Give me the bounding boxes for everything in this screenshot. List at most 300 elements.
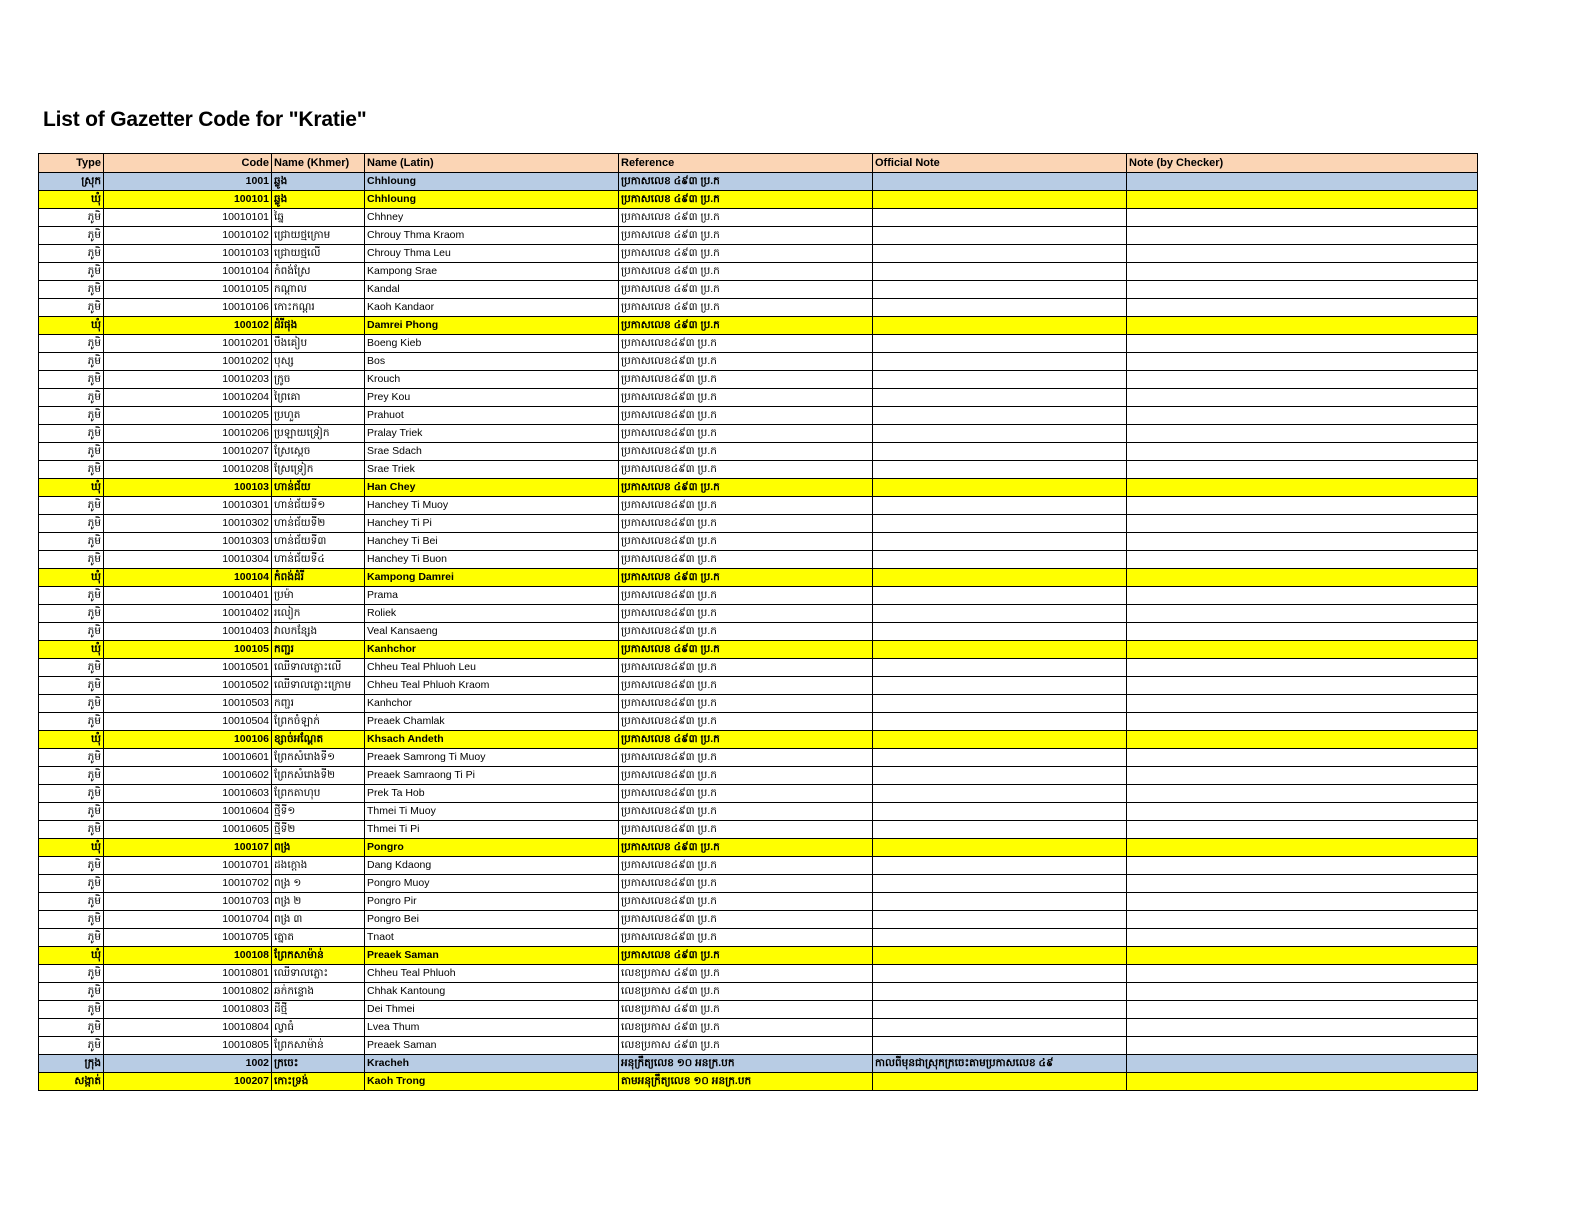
cell-official-note[interactable] xyxy=(873,857,1127,875)
cell-type[interactable]: ភូមិ xyxy=(39,533,104,551)
cell-name-khmer[interactable]: ដងក្ដោង xyxy=(272,857,365,875)
cell-code[interactable]: 10010106 xyxy=(104,299,272,317)
cell-note-checker[interactable] xyxy=(1127,299,1478,317)
cell-type[interactable]: ភូមិ xyxy=(39,299,104,317)
cell-reference[interactable]: លេខប្រកាស ៤៩៣ ប្រ.ក xyxy=(619,983,873,1001)
cell-type[interactable]: ភូមិ xyxy=(39,425,104,443)
cell-reference[interactable]: ប្រកាសលេខ៤៩៣ ប្រ.ក xyxy=(619,587,873,605)
cell-name-latin[interactable]: Khsach Andeth xyxy=(365,731,619,749)
cell-type[interactable]: ឃុំ xyxy=(39,569,104,587)
cell-note-checker[interactable] xyxy=(1127,191,1478,209)
cell-type[interactable]: ភូមិ xyxy=(39,623,104,641)
cell-type[interactable]: ភូមិ xyxy=(39,371,104,389)
cell-note-checker[interactable] xyxy=(1127,407,1478,425)
cell-name-latin[interactable]: Preaek Chamlak xyxy=(365,713,619,731)
cell-name-khmer[interactable]: កំពង់ស្រែ xyxy=(272,263,365,281)
cell-reference[interactable]: ប្រកាសលេខ៤៩៣ ប្រ.ក xyxy=(619,875,873,893)
cell-name-khmer[interactable]: ក្រចេះ xyxy=(272,1055,365,1073)
cell-official-note[interactable] xyxy=(873,587,1127,605)
cell-official-note[interactable] xyxy=(873,353,1127,371)
cell-name-latin[interactable]: Dei Thmei xyxy=(365,1001,619,1019)
cell-note-checker[interactable] xyxy=(1127,605,1478,623)
cell-type[interactable]: ភូមិ xyxy=(39,893,104,911)
cell-name-khmer[interactable]: ឈើទាលភ្លោះ xyxy=(272,965,365,983)
cell-note-checker[interactable] xyxy=(1127,317,1478,335)
cell-code[interactable]: 10010701 xyxy=(104,857,272,875)
cell-name-khmer[interactable]: ដំរីផុង xyxy=(272,317,365,335)
cell-reference[interactable]: ប្រកាសលេខ ៤៩៣ ប្រ.ក xyxy=(619,947,873,965)
cell-reference[interactable]: ប្រកាសលេខ ៤៩៣ ប្រ.ក xyxy=(619,317,873,335)
cell-name-latin[interactable]: Damrei Phong xyxy=(365,317,619,335)
cell-type[interactable]: ឃុំ xyxy=(39,947,104,965)
cell-official-note[interactable] xyxy=(873,911,1127,929)
cell-note-checker[interactable] xyxy=(1127,929,1478,947)
cell-code[interactable]: 10010205 xyxy=(104,407,272,425)
cell-reference[interactable]: លេខប្រកាស ៤៩៣ ប្រ.ក xyxy=(619,1037,873,1055)
cell-name-khmer[interactable]: ពង្រ xyxy=(272,839,365,857)
cell-reference[interactable]: ប្រកាសលេខ៤៩៣ ប្រ.ក xyxy=(619,749,873,767)
cell-name-khmer[interactable]: កញ្ជរ xyxy=(272,641,365,659)
cell-code[interactable]: 10010501 xyxy=(104,659,272,677)
cell-name-latin[interactable]: Pralay Triek xyxy=(365,425,619,443)
cell-reference[interactable]: ប្រកាសលេខ ៤៩៣ ប្រ.ក xyxy=(619,281,873,299)
cell-name-latin[interactable]: Preaek Saman xyxy=(365,947,619,965)
cell-official-note[interactable] xyxy=(873,227,1127,245)
cell-type[interactable]: ភូមិ xyxy=(39,407,104,425)
cell-name-khmer[interactable]: វាលកន្សែង xyxy=(272,623,365,641)
cell-type[interactable]: ឃុំ xyxy=(39,479,104,497)
cell-name-latin[interactable]: Thmei Ti Muoy xyxy=(365,803,619,821)
cell-official-note[interactable] xyxy=(873,605,1127,623)
cell-reference[interactable]: ប្រកាសលេខ ៤៩៣ ប្រ.ក xyxy=(619,173,873,191)
cell-reference[interactable]: ប្រកាសលេខ ៤៩៣ ប្រ.ក xyxy=(619,731,873,749)
cell-note-checker[interactable] xyxy=(1127,821,1478,839)
cell-code[interactable]: 10010805 xyxy=(104,1037,272,1055)
cell-note-checker[interactable] xyxy=(1127,353,1478,371)
cell-code[interactable]: 10010303 xyxy=(104,533,272,551)
cell-name-latin[interactable]: Preaek Samraong Ti Pi xyxy=(365,767,619,785)
cell-name-khmer[interactable]: ហាន់ជ័យ xyxy=(272,479,365,497)
col-header-name-latin[interactable]: Name (Latin) xyxy=(365,154,619,173)
cell-name-khmer[interactable]: ឆ្លូង xyxy=(272,173,365,191)
cell-official-note[interactable] xyxy=(873,569,1127,587)
cell-reference[interactable]: ប្រកាសលេខ៤៩៣ ប្រ.ក xyxy=(619,533,873,551)
cell-note-checker[interactable] xyxy=(1127,983,1478,1001)
cell-type[interactable]: ភូមិ xyxy=(39,497,104,515)
cell-official-note[interactable] xyxy=(873,821,1127,839)
cell-name-latin[interactable]: Pongro Muoy xyxy=(365,875,619,893)
cell-official-note[interactable] xyxy=(873,389,1127,407)
cell-official-note[interactable] xyxy=(873,443,1127,461)
cell-reference[interactable]: ប្រកាសលេខ៤៩៣ ប្រ.ក xyxy=(619,461,873,479)
cell-official-note[interactable] xyxy=(873,281,1127,299)
cell-reference[interactable]: ប្រកាសលេខ៤៩៣ ប្រ.ក xyxy=(619,911,873,929)
cell-code[interactable]: 100104 xyxy=(104,569,272,587)
cell-type[interactable]: ភូមិ xyxy=(39,677,104,695)
cell-name-latin[interactable]: Chrouy Thma Leu xyxy=(365,245,619,263)
cell-official-note[interactable] xyxy=(873,317,1127,335)
cell-code[interactable]: 10010302 xyxy=(104,515,272,533)
cell-name-khmer[interactable]: ហាន់ជ័យទី១ xyxy=(272,497,365,515)
cell-type[interactable]: ភូមិ xyxy=(39,983,104,1001)
cell-note-checker[interactable] xyxy=(1127,713,1478,731)
cell-official-note[interactable] xyxy=(873,299,1127,317)
cell-type[interactable]: ភូមិ xyxy=(39,911,104,929)
cell-name-latin[interactable]: Kanhchor xyxy=(365,695,619,713)
cell-reference[interactable]: ប្រកាសលេខ ៤៩៣ ប្រ.ក xyxy=(619,839,873,857)
cell-reference[interactable]: ប្រកាសលេខ៤៩៣ ប្រ.ក xyxy=(619,767,873,785)
cell-code[interactable]: 10010208 xyxy=(104,461,272,479)
cell-note-checker[interactable] xyxy=(1127,479,1478,497)
cell-type[interactable]: ភូមិ xyxy=(39,209,104,227)
cell-reference[interactable]: ប្រកាសលេខ៤៩៣ ប្រ.ក xyxy=(619,389,873,407)
cell-official-note[interactable] xyxy=(873,461,1127,479)
col-header-type[interactable]: Type xyxy=(39,154,104,173)
cell-name-khmer[interactable]: កំពង់ដំរី xyxy=(272,569,365,587)
cell-code[interactable]: 10010504 xyxy=(104,713,272,731)
cell-name-latin[interactable]: Srae Triek xyxy=(365,461,619,479)
cell-name-latin[interactable]: Pongro Bei xyxy=(365,911,619,929)
cell-type[interactable]: ឃុំ xyxy=(39,641,104,659)
cell-code[interactable]: 10010503 xyxy=(104,695,272,713)
cell-official-note[interactable] xyxy=(873,1019,1127,1037)
cell-name-latin[interactable]: Preaek Samrong Ti Muoy xyxy=(365,749,619,767)
cell-note-checker[interactable] xyxy=(1127,803,1478,821)
cell-name-latin[interactable]: Han Chey xyxy=(365,479,619,497)
cell-type[interactable]: ភូមិ xyxy=(39,389,104,407)
cell-name-latin[interactable]: Prama xyxy=(365,587,619,605)
cell-type[interactable]: ឃុំ xyxy=(39,191,104,209)
cell-code[interactable]: 100107 xyxy=(104,839,272,857)
cell-reference[interactable]: ប្រកាសលេខ៤៩៣ ប្រ.ក xyxy=(619,857,873,875)
cell-name-khmer[interactable]: ថ្មីទី១ xyxy=(272,803,365,821)
cell-name-khmer[interactable]: ឈើទាលភ្លោះលើ xyxy=(272,659,365,677)
cell-note-checker[interactable] xyxy=(1127,641,1478,659)
cell-type[interactable]: ភូមិ xyxy=(39,929,104,947)
cell-reference[interactable]: ប្រកាសលេខ ៤៩៣ ប្រ.ក xyxy=(619,191,873,209)
cell-reference[interactable]: ប្រកាសលេខ៤៩៣ ប្រ.ក xyxy=(619,497,873,515)
cell-official-note[interactable] xyxy=(873,749,1127,767)
cell-reference[interactable]: ប្រកាសលេខ៤៩៣ ប្រ.ក xyxy=(619,659,873,677)
cell-code[interactable]: 100108 xyxy=(104,947,272,965)
cell-name-latin[interactable]: Chhloung xyxy=(365,191,619,209)
cell-code[interactable]: 10010403 xyxy=(104,623,272,641)
cell-code[interactable]: 10010102 xyxy=(104,227,272,245)
cell-name-khmer[interactable]: ព្រែកសាម៉ាន់ xyxy=(272,1037,365,1055)
cell-name-khmer[interactable]: ក្រូច xyxy=(272,371,365,389)
cell-name-latin[interactable]: Chheu Teal Phluoh xyxy=(365,965,619,983)
cell-name-latin[interactable]: Kampong Srae xyxy=(365,263,619,281)
cell-official-note[interactable] xyxy=(873,191,1127,209)
cell-note-checker[interactable] xyxy=(1127,911,1478,929)
cell-type[interactable]: ក្រុង xyxy=(39,1055,104,1073)
cell-name-latin[interactable]: Chrouy Thma Kraom xyxy=(365,227,619,245)
cell-type[interactable]: ភូមិ xyxy=(39,875,104,893)
cell-note-checker[interactable] xyxy=(1127,767,1478,785)
cell-note-checker[interactable] xyxy=(1127,965,1478,983)
cell-name-latin[interactable]: Kampong Damrei xyxy=(365,569,619,587)
cell-name-khmer[interactable]: កញ្ជរ xyxy=(272,695,365,713)
cell-name-khmer[interactable]: ហាន់ជ័យទី៤ xyxy=(272,551,365,569)
cell-code[interactable]: 10010304 xyxy=(104,551,272,569)
cell-note-checker[interactable] xyxy=(1127,677,1478,695)
cell-type[interactable]: ភូមិ xyxy=(39,335,104,353)
cell-code[interactable]: 10010705 xyxy=(104,929,272,947)
cell-note-checker[interactable] xyxy=(1127,569,1478,587)
cell-name-khmer[interactable]: ព្រែកសាម៉ាន់ xyxy=(272,947,365,965)
cell-code[interactable]: 10010703 xyxy=(104,893,272,911)
cell-type[interactable]: ភូមិ xyxy=(39,1037,104,1055)
cell-official-note[interactable] xyxy=(873,929,1127,947)
cell-note-checker[interactable] xyxy=(1127,587,1478,605)
cell-name-khmer[interactable]: ខ្សាច់អណ្ដែត xyxy=(272,731,365,749)
cell-official-note[interactable] xyxy=(873,803,1127,821)
cell-name-khmer[interactable]: បឹងគៀប xyxy=(272,335,365,353)
cell-name-latin[interactable]: Hanchey Ti Bei xyxy=(365,533,619,551)
cell-note-checker[interactable] xyxy=(1127,1037,1478,1055)
cell-name-khmer[interactable]: ពង្រ ៣ xyxy=(272,911,365,929)
cell-name-latin[interactable]: Chheu Teal Phluoh Kraom xyxy=(365,677,619,695)
cell-code[interactable]: 10010207 xyxy=(104,443,272,461)
cell-note-checker[interactable] xyxy=(1127,371,1478,389)
cell-code[interactable]: 10010204 xyxy=(104,389,272,407)
cell-type[interactable]: ឃុំ xyxy=(39,731,104,749)
cell-name-latin[interactable]: Kaoh Trong xyxy=(365,1073,619,1091)
cell-type[interactable]: ភូមិ xyxy=(39,713,104,731)
cell-name-khmer[interactable]: ដីថ្មី xyxy=(272,1001,365,1019)
cell-code[interactable]: 10010203 xyxy=(104,371,272,389)
cell-name-latin[interactable]: Bos xyxy=(365,353,619,371)
cell-note-checker[interactable] xyxy=(1127,389,1478,407)
cell-name-khmer[interactable]: ឆ្លូង xyxy=(272,191,365,209)
cell-reference[interactable]: ប្រកាសលេខ៤៩៣ ប្រ.ក xyxy=(619,803,873,821)
cell-code[interactable]: 10010101 xyxy=(104,209,272,227)
cell-name-latin[interactable]: Veal Kansaeng xyxy=(365,623,619,641)
cell-name-khmer[interactable]: ព្រែកសំរោងទី១ xyxy=(272,749,365,767)
cell-code[interactable]: 10010605 xyxy=(104,821,272,839)
cell-note-checker[interactable] xyxy=(1127,551,1478,569)
cell-name-khmer[interactable]: ជ្រោយថ្មក្រោម xyxy=(272,227,365,245)
cell-reference[interactable]: ប្រកាសលេខ ៤៩៣ ប្រ.ក xyxy=(619,245,873,263)
cell-name-latin[interactable]: Boeng Kieb xyxy=(365,335,619,353)
cell-name-latin[interactable]: Kaoh Kandaor xyxy=(365,299,619,317)
cell-type[interactable]: ភូមិ xyxy=(39,785,104,803)
cell-official-note[interactable] xyxy=(873,983,1127,1001)
cell-type[interactable]: ភូមិ xyxy=(39,227,104,245)
cell-type[interactable]: ភូមិ xyxy=(39,857,104,875)
cell-code[interactable]: 10010105 xyxy=(104,281,272,299)
cell-name-latin[interactable]: Chhney xyxy=(365,209,619,227)
cell-note-checker[interactable] xyxy=(1127,245,1478,263)
cell-official-note[interactable] xyxy=(873,533,1127,551)
cell-official-note[interactable] xyxy=(873,479,1127,497)
cell-reference[interactable]: ប្រកាសលេខ ៤៩៣ ប្រ.ក xyxy=(619,641,873,659)
cell-type[interactable]: សង្កាត់ xyxy=(39,1073,104,1091)
cell-official-note[interactable] xyxy=(873,947,1127,965)
cell-note-checker[interactable] xyxy=(1127,335,1478,353)
cell-name-khmer[interactable]: ប្រហួត xyxy=(272,407,365,425)
cell-type[interactable]: ភូមិ xyxy=(39,461,104,479)
cell-name-latin[interactable]: Hanchey Ti Pi xyxy=(365,515,619,533)
cell-official-note[interactable] xyxy=(873,641,1127,659)
cell-name-khmer[interactable]: ត្នោត xyxy=(272,929,365,947)
cell-name-latin[interactable]: Dang Kdaong xyxy=(365,857,619,875)
cell-note-checker[interactable] xyxy=(1127,461,1478,479)
cell-official-note[interactable] xyxy=(873,965,1127,983)
cell-code[interactable]: 100207 xyxy=(104,1073,272,1091)
cell-name-latin[interactable]: Hanchey Ti Muoy xyxy=(365,497,619,515)
cell-note-checker[interactable] xyxy=(1127,893,1478,911)
cell-type[interactable]: ភូមិ xyxy=(39,443,104,461)
cell-name-latin[interactable]: Tnaot xyxy=(365,929,619,947)
cell-code[interactable]: 100106 xyxy=(104,731,272,749)
cell-code[interactable]: 100102 xyxy=(104,317,272,335)
cell-reference[interactable]: ប្រកាសលេខ៤៩៣ ប្រ.ក xyxy=(619,425,873,443)
cell-name-khmer[interactable]: ឆក់កន្ទោង xyxy=(272,983,365,1001)
cell-official-note[interactable] xyxy=(873,1073,1127,1091)
cell-official-note[interactable] xyxy=(873,551,1127,569)
cell-name-latin[interactable]: Kracheh xyxy=(365,1055,619,1073)
cell-code[interactable]: 1001 xyxy=(104,173,272,191)
cell-name-khmer[interactable]: ប្រឡាយទ្រៀក xyxy=(272,425,365,443)
cell-note-checker[interactable] xyxy=(1127,443,1478,461)
cell-type[interactable]: ភូមិ xyxy=(39,281,104,299)
cell-official-note[interactable] xyxy=(873,497,1127,515)
cell-reference[interactable]: ប្រកាសលេខ៤៩៣ ប្រ.ក xyxy=(619,335,873,353)
cell-official-note[interactable] xyxy=(873,713,1127,731)
cell-name-khmer[interactable]: ជ្រោយថ្មលើ xyxy=(272,245,365,263)
cell-note-checker[interactable] xyxy=(1127,875,1478,893)
cell-type[interactable]: ភូមិ xyxy=(39,1019,104,1037)
cell-code[interactable]: 10010704 xyxy=(104,911,272,929)
cell-note-checker[interactable] xyxy=(1127,227,1478,245)
cell-type[interactable]: ភូមិ xyxy=(39,965,104,983)
cell-name-latin[interactable]: Srae Sdach xyxy=(365,443,619,461)
cell-name-latin[interactable]: Krouch xyxy=(365,371,619,389)
cell-note-checker[interactable] xyxy=(1127,1073,1478,1091)
cell-name-khmer[interactable]: ថ្មីទី២ xyxy=(272,821,365,839)
cell-name-khmer[interactable]: ព្រែកសំរោងទី២ xyxy=(272,767,365,785)
col-header-name-khmer[interactable]: Name (Khmer) xyxy=(272,154,365,173)
cell-code[interactable]: 10010401 xyxy=(104,587,272,605)
cell-name-khmer[interactable]: កោះកណ្ដរ xyxy=(272,299,365,317)
cell-name-latin[interactable]: Chhak Kantoung xyxy=(365,983,619,1001)
cell-type[interactable]: ភូមិ xyxy=(39,605,104,623)
cell-name-khmer[interactable]: កណ្ដាល xyxy=(272,281,365,299)
cell-reference[interactable]: តាមអនុក្រឹត្យលេខ ១០ អនក្រ.បក xyxy=(619,1073,873,1091)
cell-type[interactable]: ភូមិ xyxy=(39,749,104,767)
cell-note-checker[interactable] xyxy=(1127,695,1478,713)
cell-official-note[interactable]: កាលពីមុនជាស្រុកក្រចេះតាមប្រកាសលេខ ៤៩ xyxy=(873,1055,1127,1073)
cell-reference[interactable]: ប្រកាសលេខ ៤៩៣ ប្រ.ក xyxy=(619,227,873,245)
cell-reference[interactable]: ប្រកាសលេខ៤៩៣ ប្រ.ក xyxy=(619,821,873,839)
col-header-code[interactable]: Code xyxy=(104,154,272,173)
cell-type[interactable]: ភូមិ xyxy=(39,245,104,263)
cell-code[interactable]: 10010206 xyxy=(104,425,272,443)
cell-note-checker[interactable] xyxy=(1127,839,1478,857)
cell-reference[interactable]: ប្រកាសលេខ៤៩៣ ប្រ.ក xyxy=(619,353,873,371)
cell-official-note[interactable] xyxy=(873,767,1127,785)
cell-type[interactable]: ភូមិ xyxy=(39,767,104,785)
cell-note-checker[interactable] xyxy=(1127,947,1478,965)
cell-type[interactable]: ភូមិ xyxy=(39,1001,104,1019)
cell-official-note[interactable] xyxy=(873,1001,1127,1019)
cell-name-latin[interactable]: Prey Kou xyxy=(365,389,619,407)
cell-type[interactable]: ស្រុក xyxy=(39,173,104,191)
cell-reference[interactable]: ប្រកាសលេខ ៤៩៣ ប្រ.ក xyxy=(619,299,873,317)
cell-reference[interactable]: ប្រកាសលេខ ៤៩៣ ប្រ.ក xyxy=(619,263,873,281)
cell-official-note[interactable] xyxy=(873,173,1127,191)
cell-note-checker[interactable] xyxy=(1127,497,1478,515)
cell-official-note[interactable] xyxy=(873,1037,1127,1055)
cell-reference[interactable]: ប្រកាសលេខ៤៩៣ ប្រ.ក xyxy=(619,551,873,569)
cell-official-note[interactable] xyxy=(873,407,1127,425)
cell-note-checker[interactable] xyxy=(1127,1019,1478,1037)
cell-official-note[interactable] xyxy=(873,875,1127,893)
cell-note-checker[interactable] xyxy=(1127,623,1478,641)
cell-reference[interactable]: លេខប្រកាស ៤៩៣ ប្រ.ក xyxy=(619,1019,873,1037)
cell-code[interactable]: 10010803 xyxy=(104,1001,272,1019)
cell-reference[interactable]: ប្រកាសលេខ៤៩៣ ប្រ.ក xyxy=(619,785,873,803)
cell-official-note[interactable] xyxy=(873,335,1127,353)
cell-code[interactable]: 100105 xyxy=(104,641,272,659)
cell-reference[interactable]: ប្រកាសលេខ៤៩៣ ប្រ.ក xyxy=(619,515,873,533)
cell-name-khmer[interactable]: ពង្រ ២ xyxy=(272,893,365,911)
cell-note-checker[interactable] xyxy=(1127,857,1478,875)
cell-name-khmer[interactable]: ឆ្នៃ xyxy=(272,209,365,227)
cell-name-latin[interactable]: Chhloung xyxy=(365,173,619,191)
cell-name-khmer[interactable]: ព្រែកចំឡាក់ xyxy=(272,713,365,731)
cell-official-note[interactable] xyxy=(873,839,1127,857)
cell-type[interactable]: ឃុំ xyxy=(39,839,104,857)
cell-type[interactable]: ភូមិ xyxy=(39,695,104,713)
cell-type[interactable]: ភូមិ xyxy=(39,353,104,371)
cell-type[interactable]: ភូមិ xyxy=(39,821,104,839)
cell-official-note[interactable] xyxy=(873,695,1127,713)
cell-reference[interactable]: ប្រកាសលេខ៤៩៣ ប្រ.ក xyxy=(619,893,873,911)
cell-code[interactable]: 100103 xyxy=(104,479,272,497)
cell-official-note[interactable] xyxy=(873,425,1127,443)
cell-note-checker[interactable] xyxy=(1127,263,1478,281)
cell-code[interactable]: 10010602 xyxy=(104,767,272,785)
cell-name-latin[interactable]: Lvea Thum xyxy=(365,1019,619,1037)
cell-note-checker[interactable] xyxy=(1127,749,1478,767)
cell-note-checker[interactable] xyxy=(1127,1001,1478,1019)
cell-name-khmer[interactable]: ហាន់ជ័យទី៣ xyxy=(272,533,365,551)
cell-name-latin[interactable]: Kanhchor xyxy=(365,641,619,659)
cell-code[interactable]: 10010601 xyxy=(104,749,272,767)
cell-note-checker[interactable] xyxy=(1127,173,1478,191)
cell-reference[interactable]: ប្រកាសលេខ ៤៩៣ ប្រ.ក xyxy=(619,479,873,497)
cell-reference[interactable]: ប្រកាសលេខ៤៩៣ ប្រ.ក xyxy=(619,605,873,623)
cell-name-khmer[interactable]: ពង្រ ១ xyxy=(272,875,365,893)
col-header-note-checker[interactable]: Note (by Checker) xyxy=(1127,154,1478,173)
cell-code[interactable]: 10010802 xyxy=(104,983,272,1001)
cell-type[interactable]: ភូមិ xyxy=(39,659,104,677)
col-header-reference[interactable]: Reference xyxy=(619,154,873,173)
cell-name-latin[interactable]: Prek Ta Hob xyxy=(365,785,619,803)
cell-reference[interactable]: អនុក្រឹត្យលេខ ១០ អនក្រ.បក xyxy=(619,1055,873,1073)
cell-code[interactable]: 10010604 xyxy=(104,803,272,821)
cell-name-latin[interactable]: Thmei Ti Pi xyxy=(365,821,619,839)
cell-name-latin[interactable]: Pongro xyxy=(365,839,619,857)
cell-name-latin[interactable]: Kandal xyxy=(365,281,619,299)
cell-name-khmer[interactable]: ប្រម៉ា xyxy=(272,587,365,605)
cell-code[interactable]: 10010603 xyxy=(104,785,272,803)
cell-note-checker[interactable] xyxy=(1127,731,1478,749)
cell-note-checker[interactable] xyxy=(1127,515,1478,533)
cell-reference[interactable]: ប្រកាសលេខ៤៩៣ ប្រ.ក xyxy=(619,929,873,947)
